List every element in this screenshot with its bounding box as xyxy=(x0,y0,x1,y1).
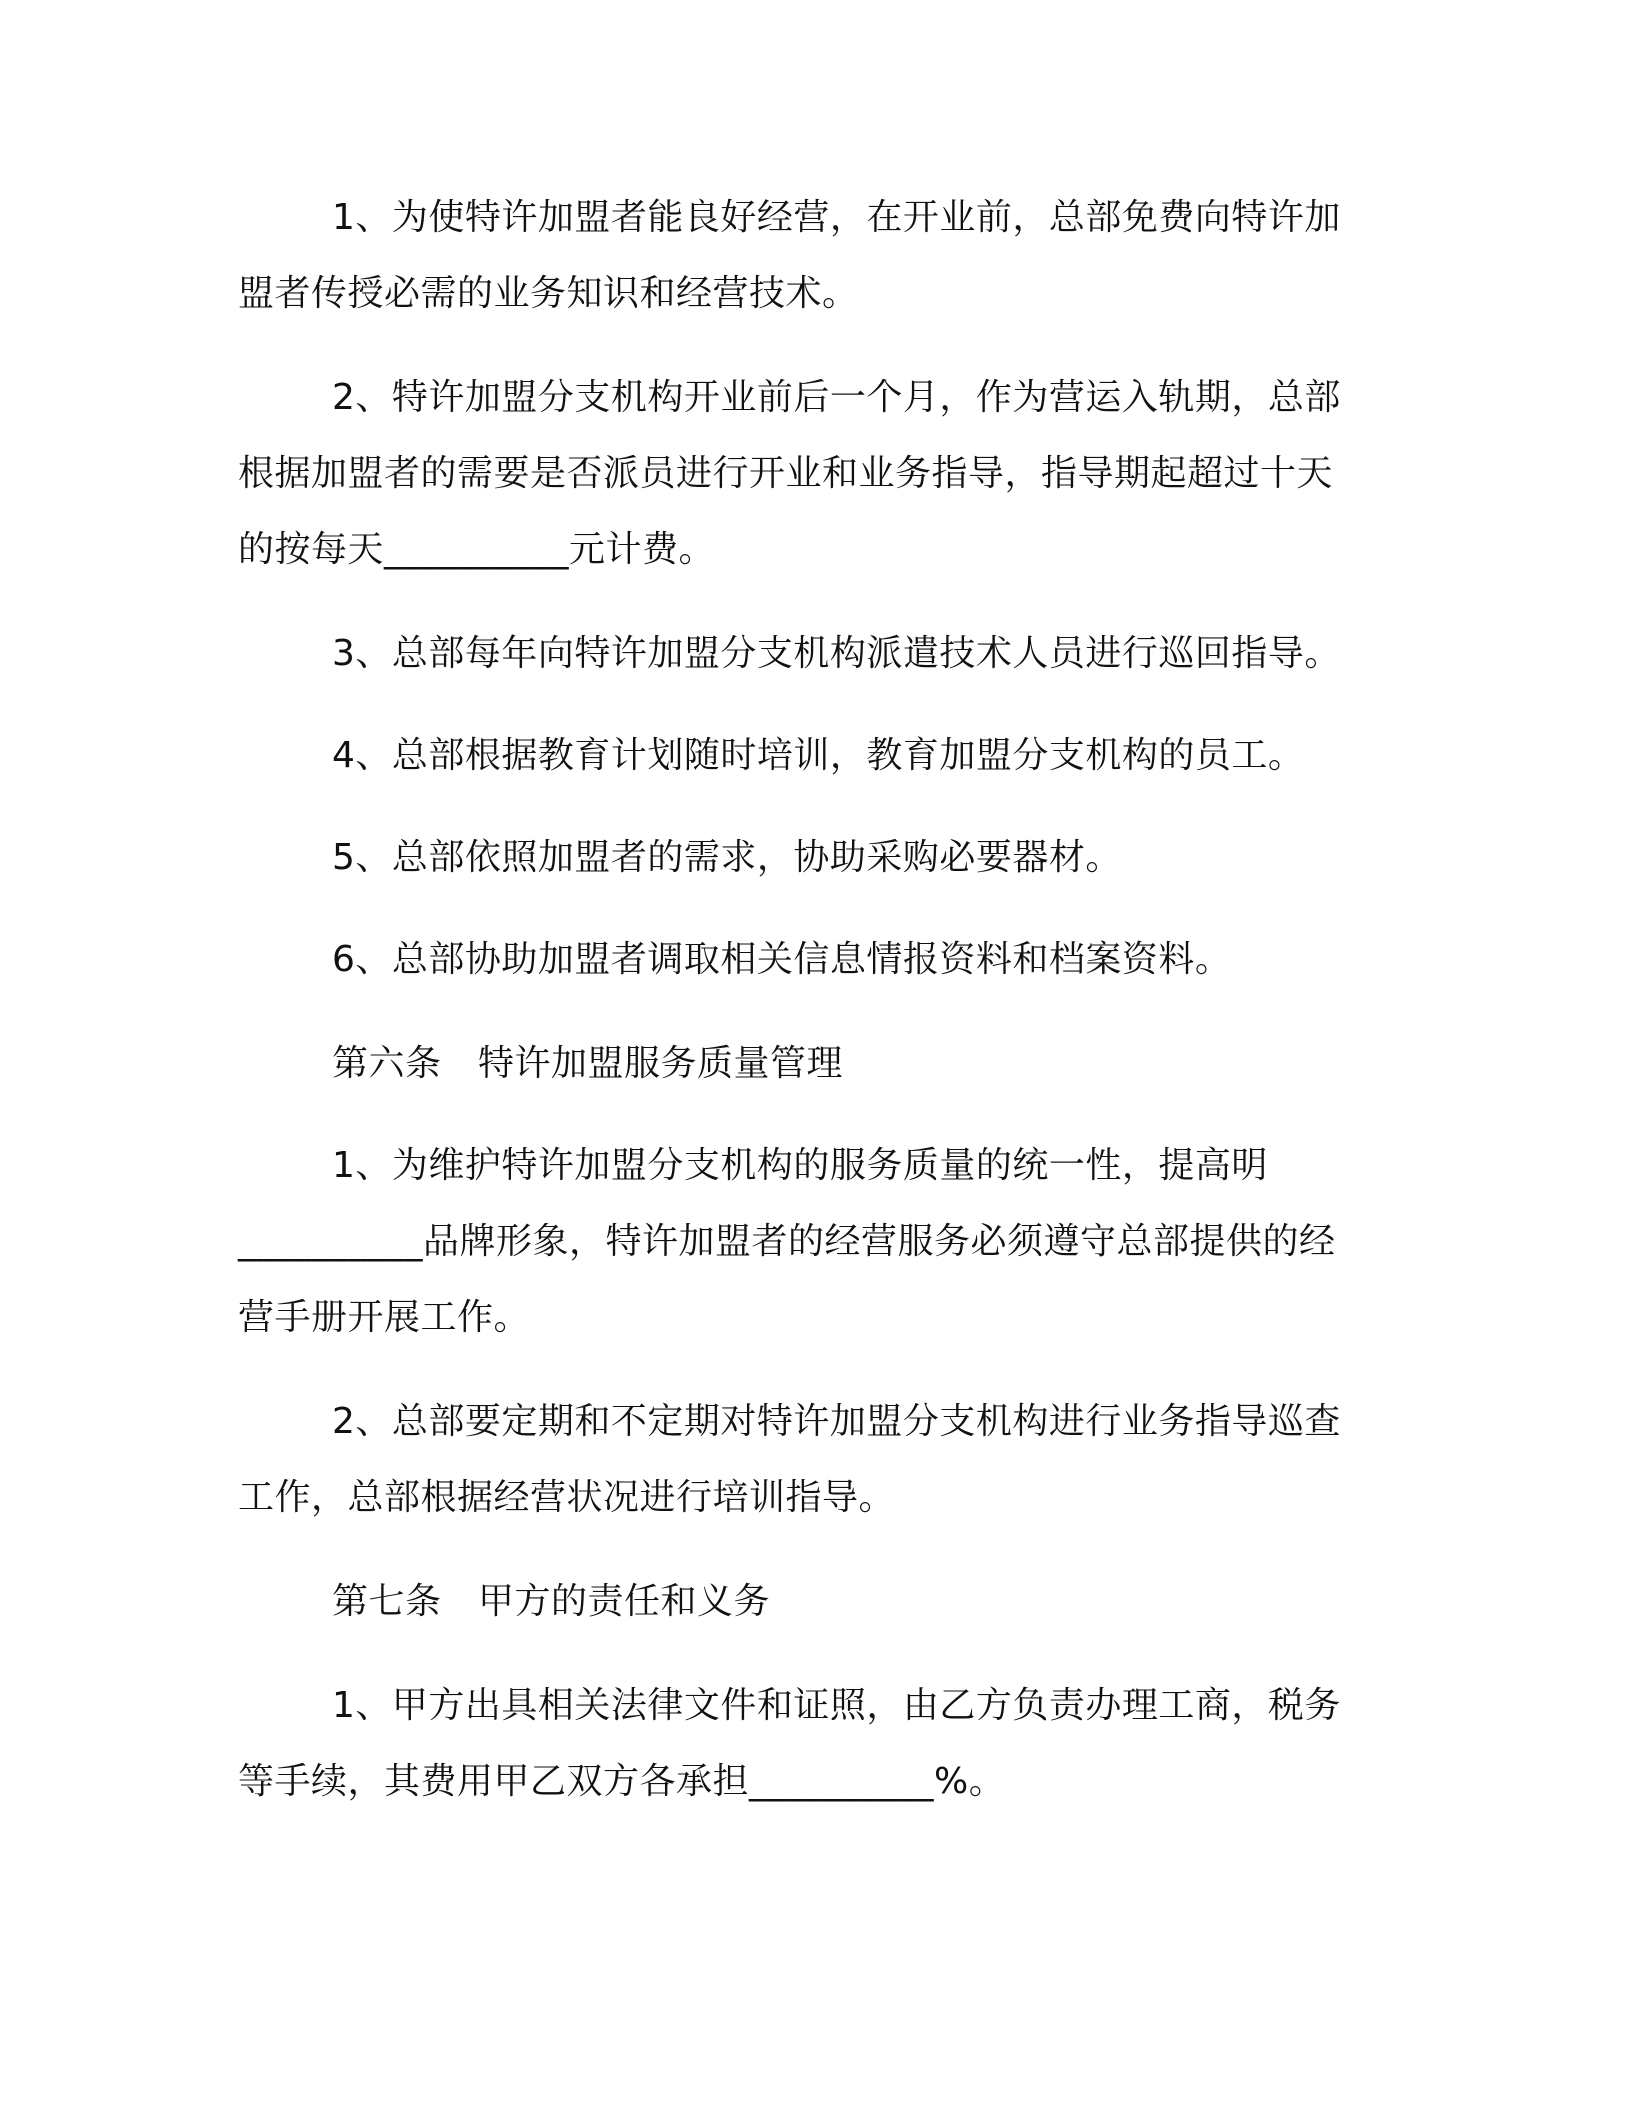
clause-6-item-1-line-2: __________品牌形象，特许加盟者的经营服务必须遵守总部提供的经 xyxy=(238,1221,1336,1262)
clause-5-item-2-line-2: 根据加盟者的需要是否派员进行开业和业务指导，指导期起超过十天 xyxy=(238,453,1334,494)
clause-5-item-2-line-3: 的按每天__________元计费。 xyxy=(238,529,716,570)
clause-6-item-2-line-1: 2、总部要定期和不定期对特许加盟分支机构进行业务指导巡查 xyxy=(332,1401,1341,1442)
clause-6-item-1-line-1: 1、为维护特许加盟分支机构的服务质量的统一性，提高明 xyxy=(332,1145,1268,1186)
clause-6-item-2-line-2: 工作，总部根据经营状况进行培训指导。 xyxy=(238,1477,896,1518)
clause-5-item-1-line-2: 盟者传授必需的业务知识和经营技术。 xyxy=(238,273,859,314)
clause-5-item-1-line-1: 1、为使特许加盟者能良好经营，在开业前，总部免费向特许加 xyxy=(332,197,1341,238)
clause-5-item-2-line-1: 2、特许加盟分支机构开业前后一个月，作为营运入轨期，总部 xyxy=(332,377,1341,418)
clause-5-item-4: 4、总部根据教育计划随时培训，教育加盟分支机构的员工。 xyxy=(332,735,1305,776)
clause-5-item-3: 3、总部每年向特许加盟分支机构派遣技术人员进行巡回指导。 xyxy=(332,633,1341,674)
clause-5-item-6: 6、总部协助加盟者调取相关信息情报资料和档案资料。 xyxy=(332,939,1232,980)
clause-5-item-5: 5、总部依照加盟者的需求，协助采购必要器材。 xyxy=(332,837,1122,878)
clause-7-item-1-line-1: 1、甲方出具相关法律文件和证照，由乙方负责办理工商，税务 xyxy=(332,1685,1341,1726)
clause-6-item-1-line-3: 营手册开展工作。 xyxy=(238,1297,531,1338)
clause-7-heading: 第七条 甲方的责任和义务 xyxy=(332,1581,771,1622)
clause-7-item-1-line-2: 等手续，其费用甲乙双方各承担__________%。 xyxy=(238,1761,1006,1802)
clause-6-heading: 第六条 特许加盟服务质量管理 xyxy=(332,1043,844,1084)
